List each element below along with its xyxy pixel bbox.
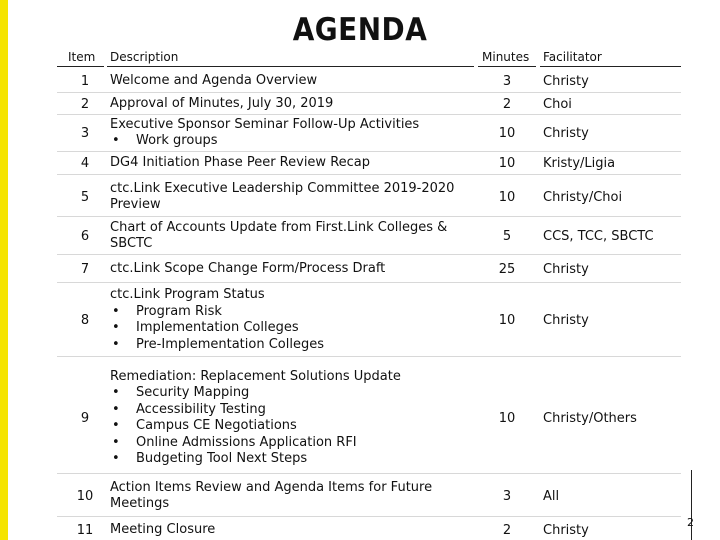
item-number: 6 [80, 228, 90, 244]
row-divider [57, 151, 681, 152]
row-divider [57, 282, 681, 283]
page-title: AGENDA [292, 12, 428, 48]
item-minutes: 3 [502, 488, 512, 504]
item-number: 4 [80, 155, 90, 171]
item-number: 7 [80, 261, 90, 277]
item-minutes: 25 [498, 261, 516, 277]
header-item: Item [68, 50, 96, 64]
description-line: Meetings [110, 496, 170, 511]
item-description [110, 522, 470, 539]
bullet-item: • Pre-Implementation Colleges [110, 337, 470, 354]
item-minutes: 5 [502, 228, 512, 244]
item-minutes: 10 [498, 410, 516, 426]
row-divider [57, 174, 681, 175]
item-number: 1 [80, 73, 90, 89]
row-divider [57, 114, 681, 115]
description-line: SBCTC [110, 236, 153, 251]
item-minutes: 2 [502, 522, 512, 538]
bullet-item: • Accessibility Testing [110, 402, 470, 419]
item-description [110, 480, 470, 513]
header-description: Description [110, 50, 179, 64]
item-description [110, 287, 470, 353]
bullet-item: • Implementation Colleges [110, 320, 470, 337]
description-line: Approval of Minutes, July 30, 2019 [110, 95, 334, 111]
bullet-item: • Security Mapping [110, 385, 470, 402]
item-number: 9 [80, 410, 90, 426]
item-facilitator: Christy/Choi [543, 189, 623, 205]
item-description [110, 73, 470, 90]
item-facilitator: Kristy/Ligia [543, 155, 616, 171]
description-line: ctc.Link Program Status [110, 287, 265, 302]
item-number: 3 [80, 125, 90, 141]
description-line: Chart of Accounts Update from First.Link Colleges & [110, 219, 448, 235]
item-facilitator: Christy [543, 522, 589, 538]
header-underline-facilitator [540, 66, 681, 67]
item-facilitator: Christy [543, 261, 589, 277]
item-minutes: 10 [498, 189, 516, 205]
item-description [110, 369, 470, 468]
description-line: ctc.Link Executive Leadership Committee 2019-2020 [110, 180, 455, 196]
frame-edge-line [691, 470, 692, 540]
bullet-item: • Program Risk [110, 304, 470, 321]
item-facilitator: Christy [543, 312, 589, 328]
item-facilitator: All [543, 488, 560, 504]
item-number: 5 [80, 189, 90, 205]
item-facilitator: Christy [543, 125, 589, 141]
item-facilitator: Christy [543, 73, 589, 89]
item-facilitator: CCS, TCC, SBCTC [543, 228, 654, 244]
row-divider [57, 254, 681, 255]
description-line: Meeting Closure [110, 521, 216, 537]
bullet-item: • Work groups [110, 133, 470, 150]
row-divider [57, 216, 681, 217]
item-minutes: 10 [498, 125, 516, 141]
item-minutes: 10 [498, 155, 516, 171]
header-minutes: Minutes [482, 50, 530, 64]
bullet-list [110, 304, 470, 354]
item-description [110, 155, 470, 172]
description-line: Remediation: Replacement Solutions Update [110, 368, 401, 384]
description-line: Preview [110, 197, 161, 212]
item-number: 2 [80, 96, 90, 112]
item-minutes: 2 [502, 96, 512, 112]
bullet-item: • Budgeting Tool Next Steps [110, 451, 470, 468]
item-facilitator: Christy/Others [543, 410, 637, 426]
page-number: 2 [687, 516, 694, 529]
item-description [110, 117, 470, 150]
description-line: Executive Sponsor Seminar Follow-Up Activities [110, 116, 420, 132]
item-minutes: 3 [502, 73, 512, 89]
row-divider [57, 473, 681, 474]
description-line: DG4 Initiation Phase Peer Review Recap [110, 154, 371, 170]
description-line: Action Items Review and Agenda Items for Future [110, 479, 433, 495]
bullet-item: • Campus CE Negotiations [110, 418, 470, 435]
bullet-item: • Online Admissions Application RFI [110, 435, 470, 452]
item-facilitator: Choi [543, 96, 572, 112]
item-number: 10 [76, 488, 94, 504]
accent-bar [0, 0, 8, 540]
item-description [110, 220, 470, 253]
row-divider [57, 356, 681, 357]
item-description [110, 96, 470, 113]
header-underline-minutes [478, 66, 536, 67]
bullet-list [110, 133, 470, 150]
item-number: 8 [80, 312, 90, 328]
row-divider [57, 516, 681, 517]
item-description [110, 181, 470, 214]
description-line: Welcome and Agenda Overview [110, 72, 318, 88]
header-underline-description [107, 66, 474, 67]
item-minutes: 10 [498, 312, 516, 328]
item-number: 11 [76, 522, 94, 538]
item-description [110, 261, 470, 278]
header-underline-item [57, 66, 104, 67]
row-divider [57, 92, 681, 93]
description-line: ctc.Link Scope Change Form/Process Draft [110, 260, 386, 276]
bullet-list [110, 385, 470, 468]
header-facilitator: Facilitator [543, 50, 602, 64]
